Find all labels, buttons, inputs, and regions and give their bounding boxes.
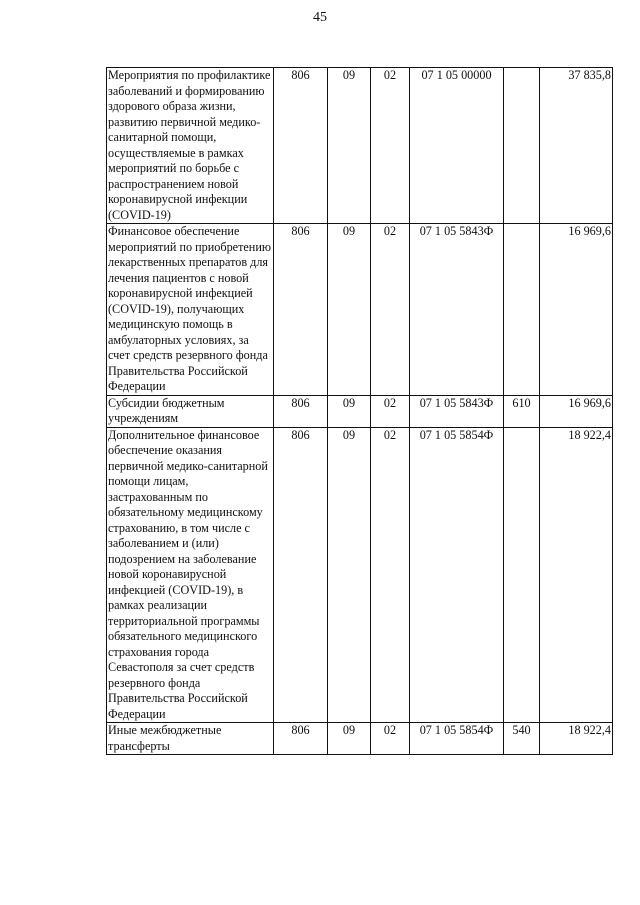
row-expense-type — [504, 224, 540, 396]
page-number: 45 — [313, 10, 327, 25]
row-amount: 37 835,8 — [540, 68, 613, 224]
row-subsection-code: 02 — [371, 723, 410, 755]
row-amount: 18 922,4 — [540, 427, 613, 723]
row-target-article: 07 1 05 5854Ф — [410, 427, 504, 723]
row-subsection-code: 02 — [371, 395, 410, 427]
table-row — [107, 427, 613, 723]
row-subsection-code: 02 — [371, 427, 410, 723]
row-expense-type: 540 — [504, 723, 540, 755]
budget-table — [106, 67, 613, 755]
row-amount: 16 969,6 — [540, 224, 613, 396]
table-row — [107, 68, 613, 224]
row-subsection-code: 02 — [371, 224, 410, 396]
row-amount: 18 922,4 — [540, 723, 613, 755]
row-target-article: 07 1 05 5854Ф — [410, 723, 504, 755]
row-ved-code: 806 — [274, 723, 328, 755]
row-amount: 16 969,6 — [540, 395, 613, 427]
table-row — [107, 395, 613, 427]
row-name: Мероприятия по профилактике заболеваний и формированию здорового образа жизни, развитию первичной медико-санитарной помощи, осуществляемые в рамках мероприятий по борьбе с распространением новой коронавирусной инфекции (COVID-19) — [107, 68, 274, 224]
row-target-article: 07 1 05 00000 — [410, 68, 504, 224]
row-expense-type — [504, 427, 540, 723]
row-section-code: 09 — [328, 427, 371, 723]
row-ved-code: 806 — [274, 427, 328, 723]
row-ved-code: 806 — [274, 395, 328, 427]
row-ved-code: 806 — [274, 68, 328, 224]
row-name: Финансовое обеспечение мероприятий по приобретению лекарственных препаратов для лечения пациентов с новой коронавирусной инфекцией (COVID-19), получающих медицинскую помощь в амбулаторных условиях, за счет средств резервного фонда Правительства Российской Федерации — [107, 224, 274, 396]
row-ved-code: 806 — [274, 224, 328, 396]
row-name: Дополнительное финансовое обеспечение оказания первичной медико-санитарной помощи лицам, застрахованным по обязательному медицинскому страхованию, в том числе с заболеванием и (или) подозрением на заболевание новой коронавирусной инфекцией (COVID-19), в рамках реализации территориальной программы обязательного медицинского страхования города Севастополя за счет средств резервного фонда Правительства Российской Федерации — [107, 427, 274, 723]
row-section-code: 09 — [328, 723, 371, 755]
row-expense-type — [504, 68, 540, 224]
row-target-article: 07 1 05 5843Ф — [410, 395, 504, 427]
row-name: Иные межбюджетные трансферты — [107, 723, 274, 755]
table-row — [107, 723, 613, 755]
row-name: Субсидии бюджетным учреждениям — [107, 395, 274, 427]
row-section-code: 09 — [328, 395, 371, 427]
row-subsection-code: 02 — [371, 68, 410, 224]
row-section-code: 09 — [328, 224, 371, 396]
table-row — [107, 224, 613, 396]
row-expense-type: 610 — [504, 395, 540, 427]
row-section-code: 09 — [328, 68, 371, 224]
row-target-article: 07 1 05 5843Ф — [410, 224, 504, 396]
